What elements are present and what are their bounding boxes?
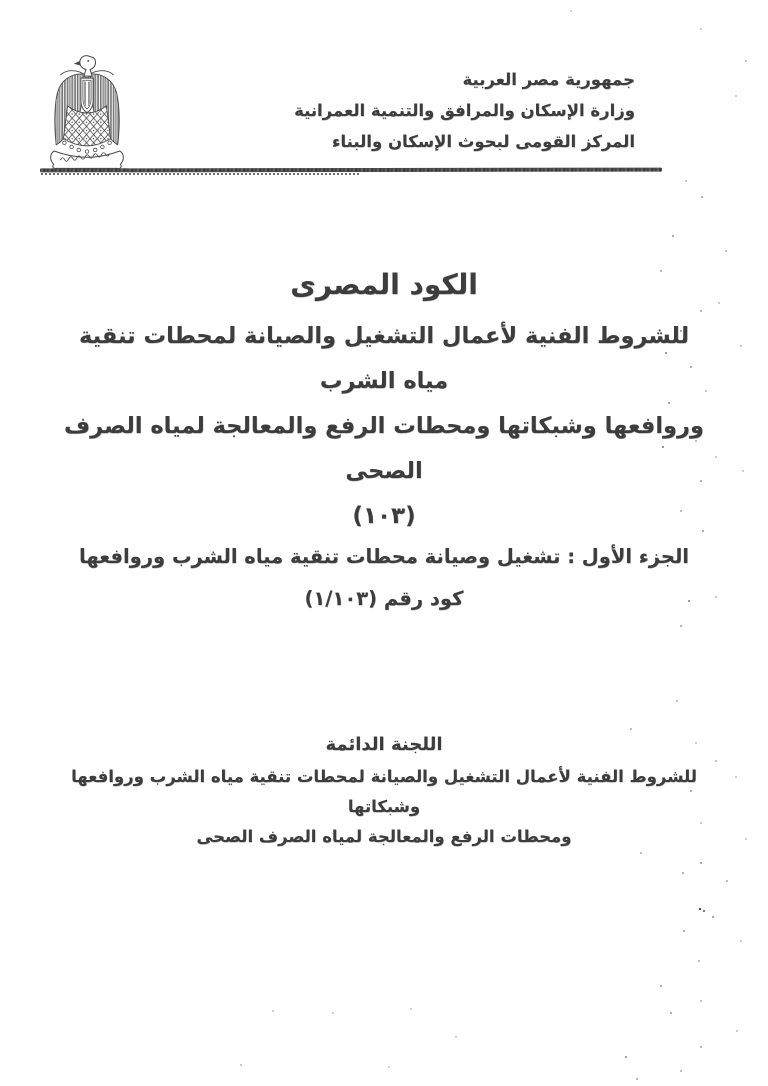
document-subtitle-line-1: للشروط الفنية لأعمال التشغيل والصيانة لمحطات تنقية مياه الشرب <box>78 323 690 394</box>
scan-noise-speckles <box>0 0 2 2</box>
document-title: الكود المصرى <box>290 268 478 301</box>
committee-title: اللجنة الدائمة <box>325 734 443 755</box>
egypt-coat-of-arms-icon <box>47 52 127 172</box>
committee-line-1: للشروط الفنية لأعمال التشغيل والصيانة لمحطات تنقية مياه الشرب وروافعها وشبكاتها <box>71 767 697 816</box>
code-number: (١٠٣) <box>352 503 416 529</box>
part-block <box>60 542 708 614</box>
letterhead-ministry-line: وزارة الإسكان والمرافق والتنمية العمرانية <box>294 101 635 120</box>
letterhead <box>294 64 635 157</box>
part-title: الجزء الأول : تشغيل وصيانة محطات تنقية مياه الشرب وروافعها <box>79 545 689 568</box>
committee-line-2: ومحطات الرفع والمعالجة لمياه الصرف الصحى <box>196 827 572 846</box>
title-block <box>60 266 708 536</box>
part-code-number: كود رقم (١/١٠٣) <box>304 587 464 610</box>
letterhead-country-line: جمهورية مصر العربية <box>462 70 635 89</box>
committee-block <box>48 732 720 852</box>
document-subtitle-line-2: وروافعها وشبكاتها ومحطات الرفع والمعالجة لمياه الصرف الصحى <box>64 413 704 484</box>
letterhead-center-line: المركز القومى لبحوث الإسكان والبناء <box>332 132 635 151</box>
header-divider-rule <box>40 168 662 173</box>
header-divider-rule-echo <box>41 173 359 175</box>
